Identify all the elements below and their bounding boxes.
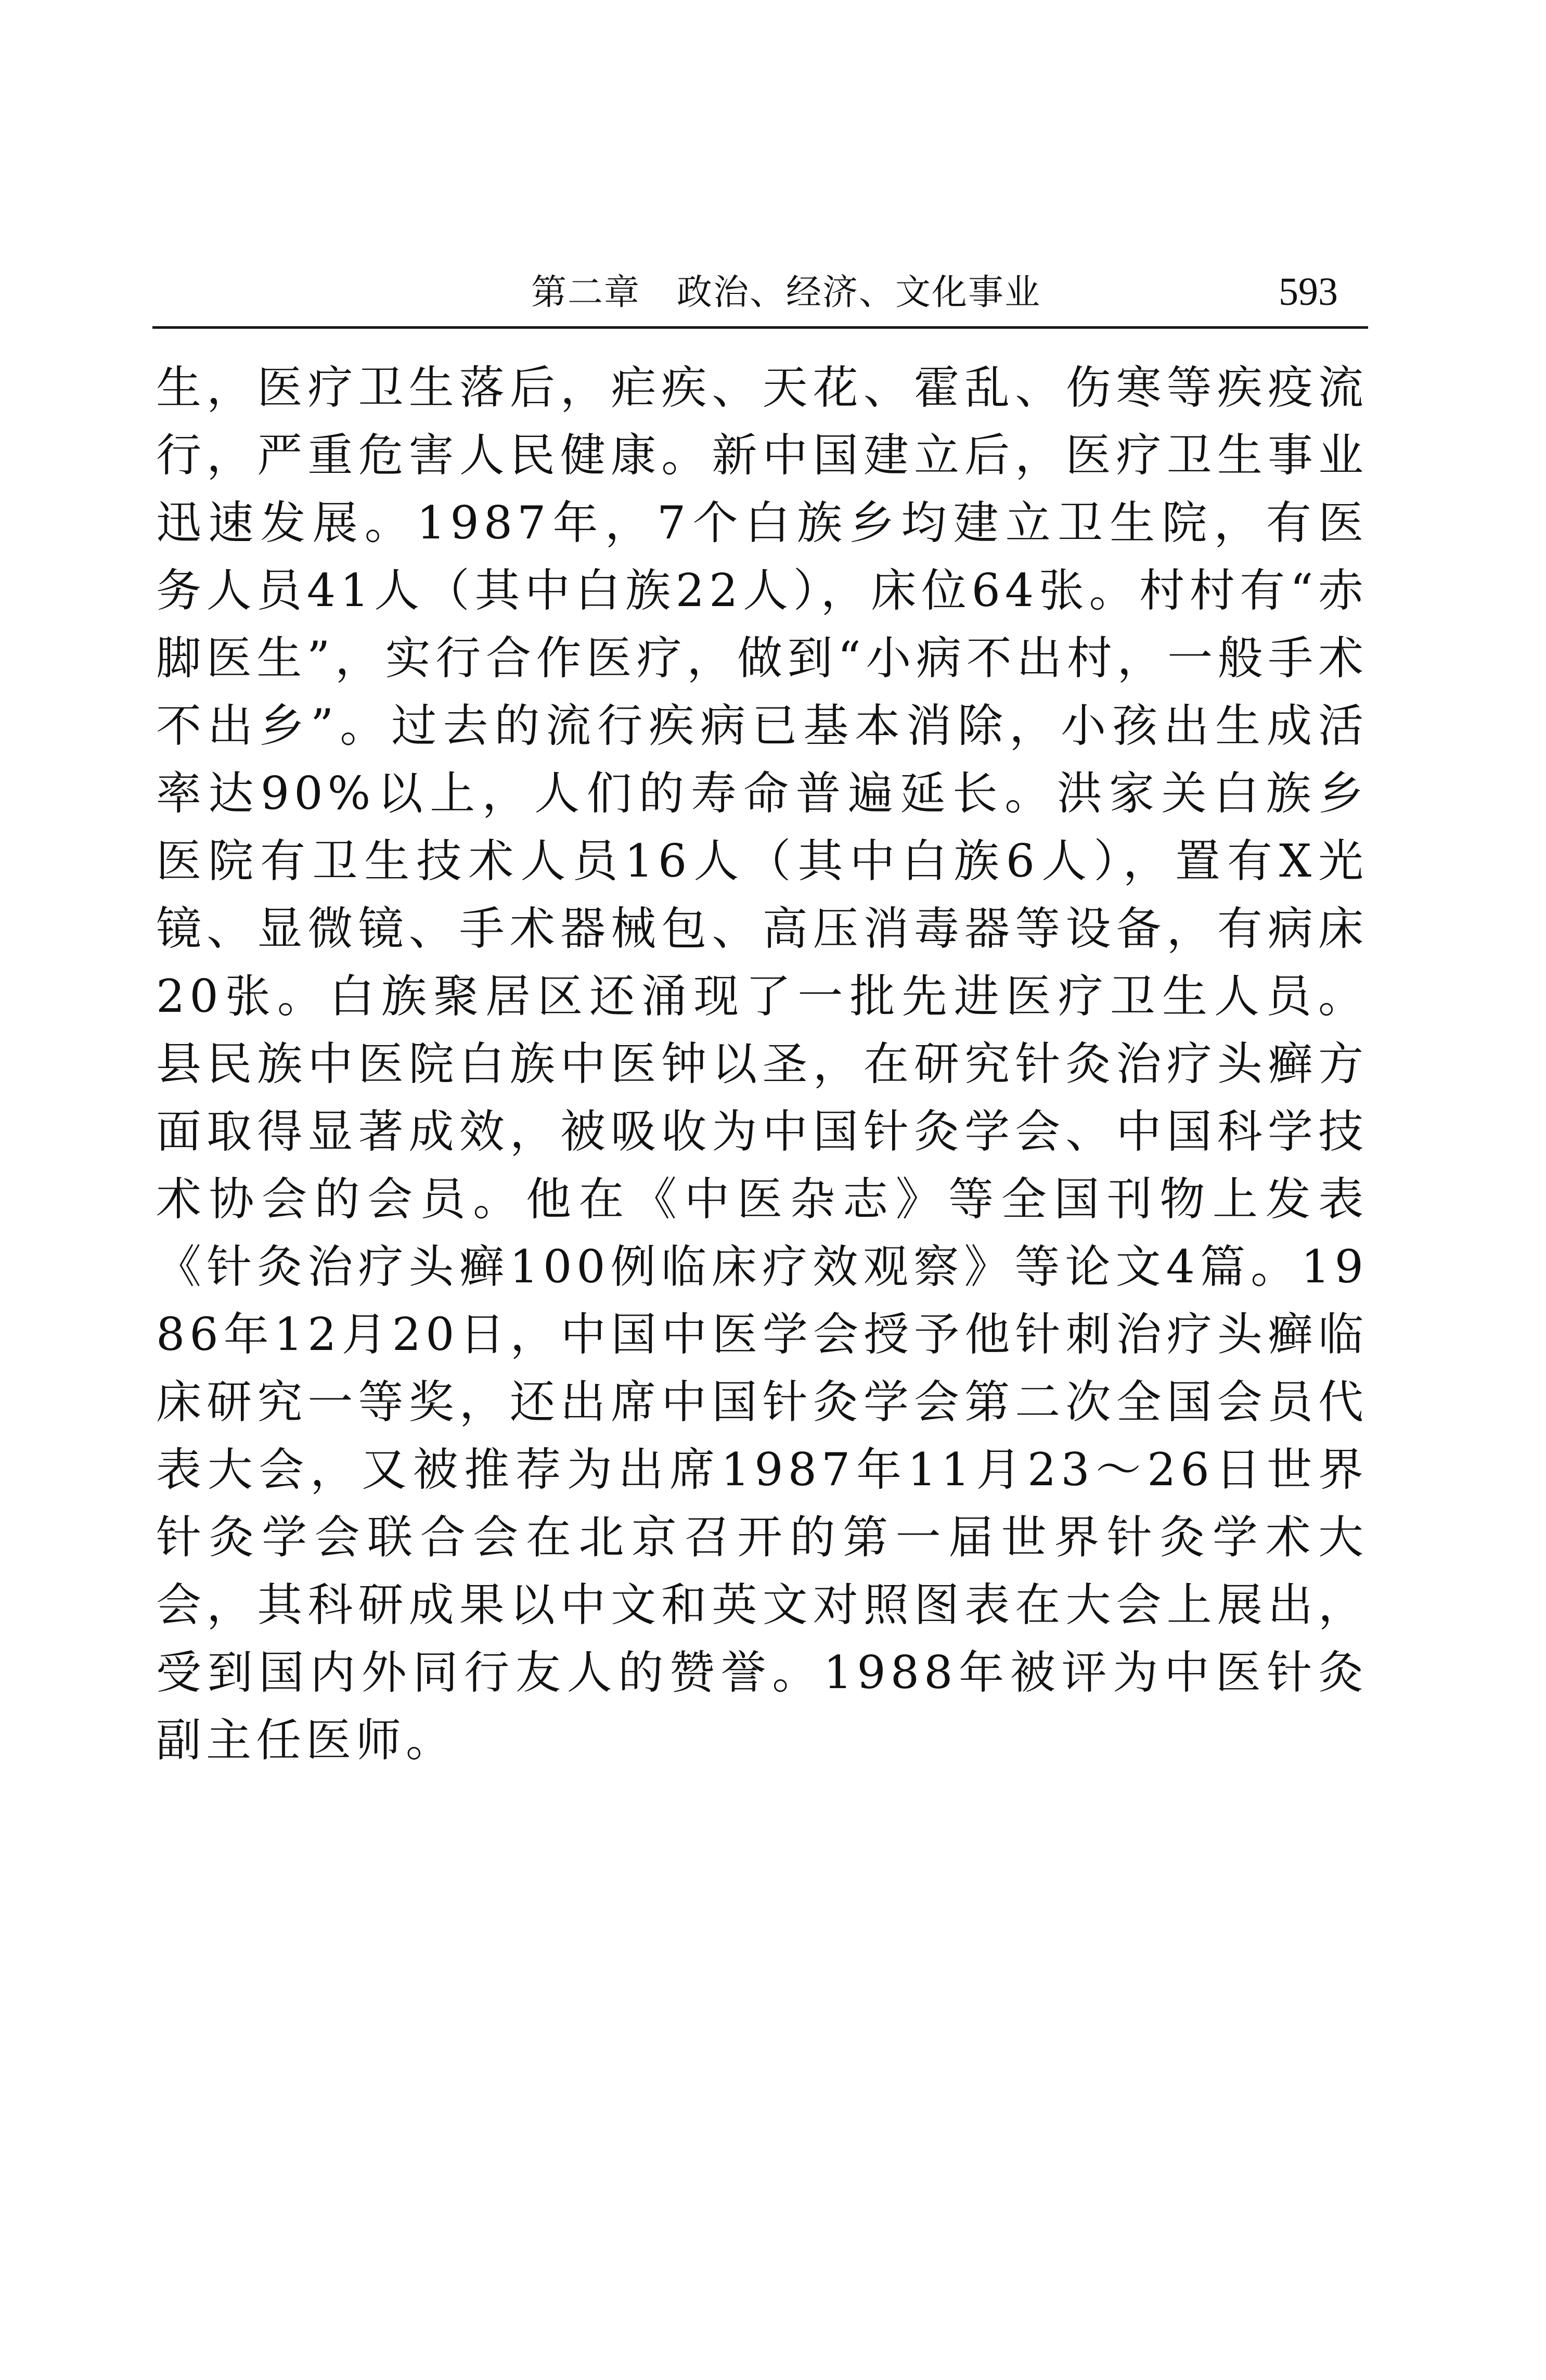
page-number: 593 [1279, 270, 1338, 314]
header-rule [152, 326, 1368, 329]
chapter-title: 第二章 政治、经济、文化事业 [531, 272, 1041, 313]
body-paragraph: 生，医疗卫生落后，疟疾、天花、霍乱、伤寒等疾疫流行，严重危害人民健康。新中国建立后，医疗卫生事业迅速发展。1987年，7个白族乡均建立卫生院，有医务人员41人（其中白族22人），床位64张。村村有“赤脚医生”，实行合作医疗，做到“小病不出村，一般手术不出乡”。过去的流行疾病已基本消除，小孩出生成活率达90%以上，人们的寿命普遍延长。洪家关白族乡医院有卫生技术人员16人（其中白族6人），置有X光镜、显微镜、手术器械包、高压消毒器等设备，有病床20张。白族聚居区还涌现了一批先进医疗卫生人员。县民族中医院白族中医钟以圣，在研究针灸治疗头癣方面取得显著成效，被吸收为中国针灸学会、中国科学技术协会的会员。他在《中医杂志》等全国刊物上发表《针灸治疗头癣100例临床疗效观察》等论文4篇。1986年12月20日，中国中医学会授予他针刺治疗头癣临床研究一等奖，还出席中国针灸学会第二次全国会员代表大会，又被推荐为出席1987年11月23～26日世界针灸学会联合会在北京召开的第一届世界针灸学术大会，其科研成果以中文和英文对照图表在大会上展出，受到国内外同行友人的赞誉。1988年被评为中医针灸副主任医师。 [156, 361, 1368, 1767]
page-header [152, 263, 1368, 330]
